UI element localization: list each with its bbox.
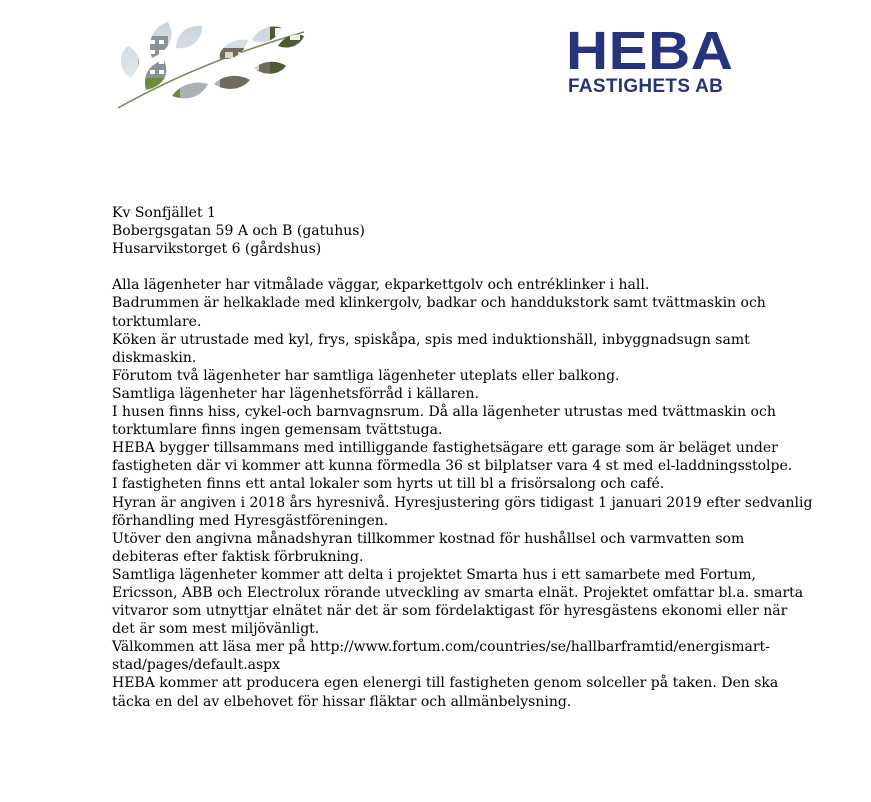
text-line: vitvaror som utnyttjar elnätet när det är som fördelaktigast för hyresgästens ekonomi eller när bbox=[112, 603, 788, 620]
text-line: Välkommen att läsa mer på http://www.fortum.com/countries/se/hallbarframtid/energismart- bbox=[112, 639, 770, 656]
text-line: stad/pages/default.aspx bbox=[112, 657, 281, 674]
text-line: fastigheten där vi kommer att kunna förmedla 36 st bilplatser vara 4 st med el-laddningsstolpe. bbox=[112, 458, 793, 475]
text-line: Samtliga lägenheter kommer att delta i projektet Smarta hus i ett samarbete med Fortum, bbox=[112, 566, 756, 583]
text-line: HEBA kommer att producera egen elenergi till fastigheten genom solceller på taken. Den ska bbox=[112, 675, 779, 692]
text-line: debiteras efter faktisk förbrukning. bbox=[112, 548, 364, 565]
text-line: Alla lägenheter har vitmålade väggar, ekparkettgolv och entréklinker i hall. bbox=[112, 277, 650, 294]
text-line: I husen finns hiss, cykel-och barnvagnsrum. Då alla lägenheter utrustas med tvättmaskin och bbox=[112, 404, 776, 421]
brand-name: HEBA bbox=[566, 21, 734, 81]
address-line: Kv Sonfjället 1 bbox=[112, 205, 216, 221]
address-block bbox=[112, 204, 762, 258]
leaf-branch-icon bbox=[110, 18, 306, 114]
address-line: Bobergsgatan 59 A och B (gatuhus) bbox=[112, 223, 365, 240]
text-line: Ericsson, ABB och Electrolux rörande utveckling av smarta elnät. Projektet omfattar bl.a. smarta bbox=[112, 584, 804, 601]
text-line: Köken är utrustade med kyl, frys, spiskåpa, spis med induktionshäll, inbyggnadsugn samt bbox=[112, 331, 750, 348]
text-line: torktumlare finns ingen gemensam tvättstuga. bbox=[112, 422, 443, 439]
text-line: I fastigheten finns ett antal lokaler som hyrts ut till bl a frisörsalong och café. bbox=[112, 476, 665, 493]
address-line: Husarvikstorget 6 (gårdshus) bbox=[112, 241, 322, 258]
brand-subtitle: FASTIGHETS AB bbox=[568, 76, 724, 97]
text-line: diskmaskin. bbox=[112, 349, 197, 366]
text-line: Förutom två lägenheter har samtliga lägenheter uteplats eller balkong. bbox=[112, 367, 620, 384]
text-line: täcka en del av elbehovet för hissar fläktar och allmänbelysning. bbox=[112, 693, 572, 710]
brand-logo bbox=[566, 21, 742, 98]
text-line: torktumlare. bbox=[112, 313, 202, 330]
text-line: förhandling med Hyresgästföreningen. bbox=[112, 512, 389, 529]
description-text bbox=[112, 276, 813, 710]
text-line: det är som mest miljövänligt. bbox=[112, 621, 320, 638]
text-line: Hyran är angiven i 2018 års hyresnivå. Hyresjustering görs tidigast 1 januari 2019 efter sedvanlig bbox=[112, 494, 813, 511]
text-line: HEBA bygger tillsammans med intilliggande fastighetsägare ett garage som är beläget under bbox=[112, 440, 778, 457]
text-line: Samtliga lägenheter har lägenhetsförråd i källaren. bbox=[112, 385, 479, 402]
text-line: Utöver den angivna månadshyran tillkommer kostnad för hushållsel och varmvatten som bbox=[112, 530, 745, 547]
text-line: Badrummen är helkaklade med klinkergolv, badkar och handdukstork samt tvättmaskin och bbox=[112, 295, 766, 312]
document-body bbox=[112, 204, 813, 711]
